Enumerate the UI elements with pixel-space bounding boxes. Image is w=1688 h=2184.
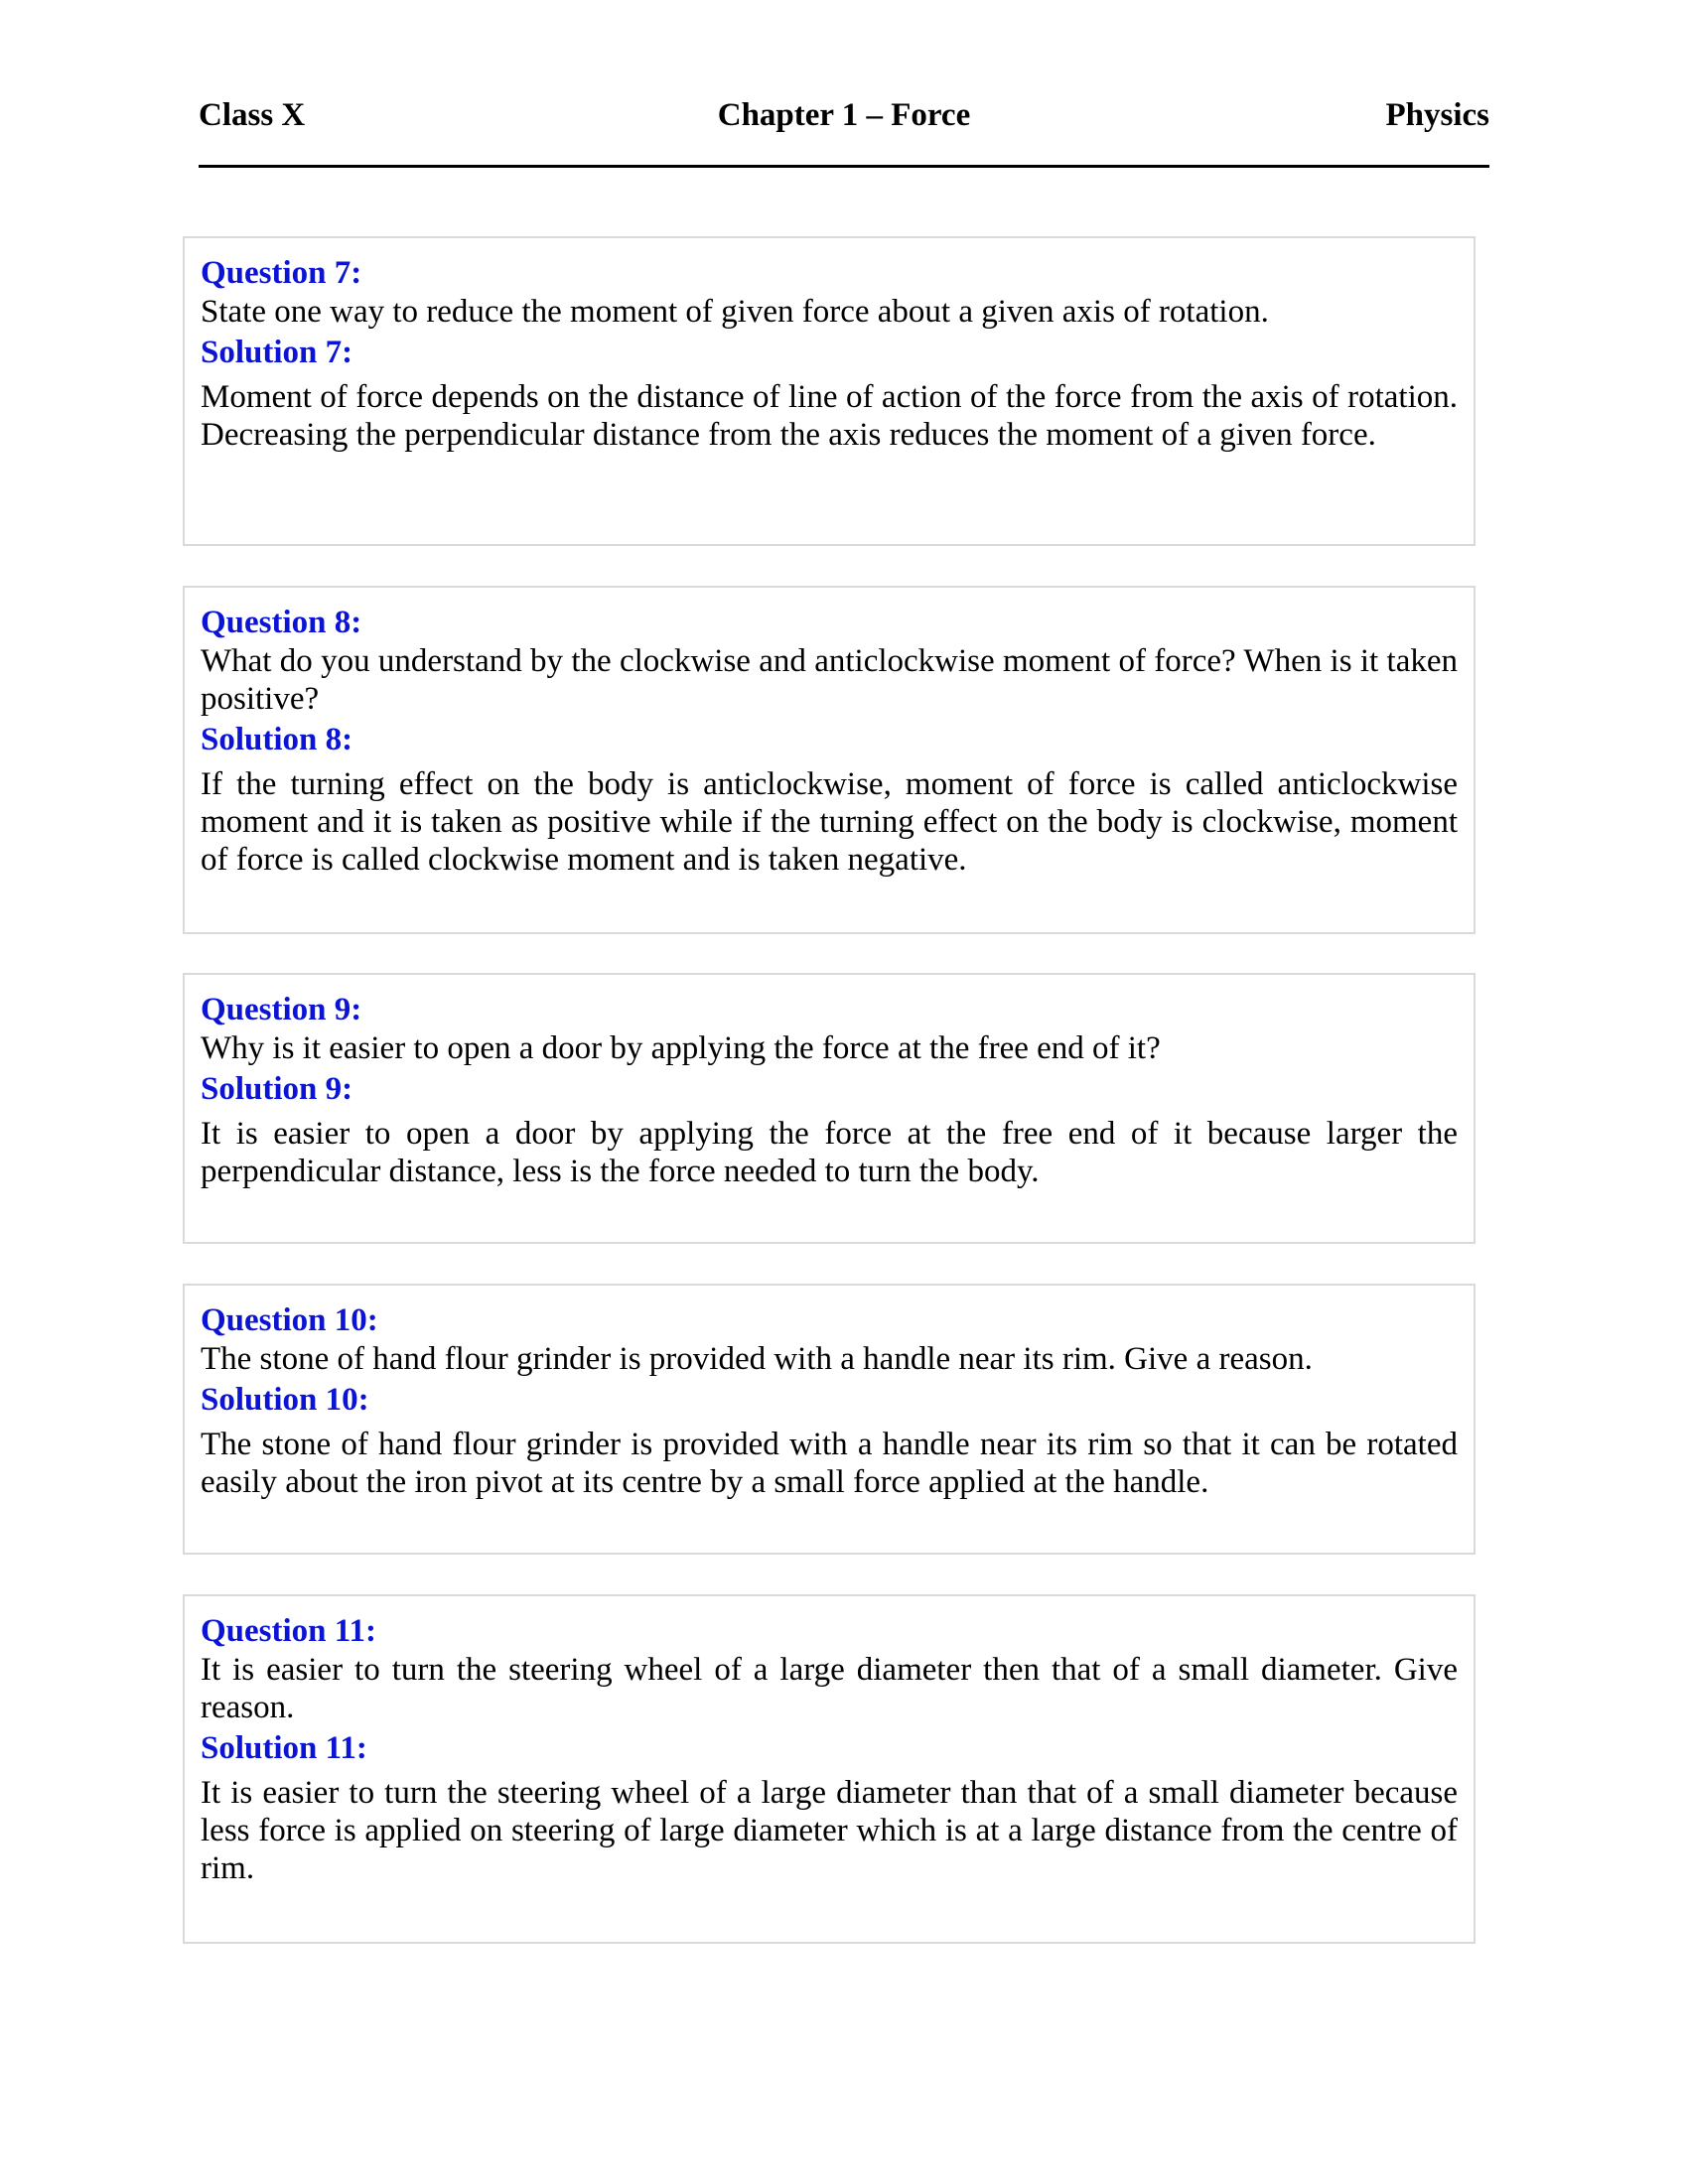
solution-text: The stone of hand flour grinder is provided with a handle near its rim so that it can be rotated easily about the iron pivot at its centre by a small force applied at the handle. (201, 1427, 1458, 1500)
qa-box-10 (183, 1284, 1476, 1555)
question-label: Question 10: (201, 1302, 378, 1338)
question-label: Question 9: (201, 992, 362, 1027)
solution-text: If the turning effect on the body is anticlockwise, moment of force is called anticlockwise moment and it is taken as positive while if the turning effect on the body is clockwise, moment of force is called clockwise moment and is taken negative. (201, 766, 1458, 878)
header-class: Class X (199, 97, 306, 133)
solution-text: It is easier to turn the steering wheel of a large diameter than that of a small diameter because less force is applied on steering of large diameter which is at a large distance from the centre of rim. (201, 1775, 1458, 1886)
question-label: Question 8: (201, 605, 362, 640)
question-label: Question 11: (201, 1613, 376, 1649)
question-text: It is easier to turn the steering wheel of a large diameter then that of a small diameter. Give reason. (201, 1652, 1458, 1725)
solution-label: Solution 8: (201, 722, 353, 757)
question-text: Why is it easier to open a door by applying the force at the free end of it? (201, 1030, 1161, 1066)
header-divider (199, 165, 1489, 168)
question-label: Question 7: (201, 255, 362, 291)
qa-box-8 (183, 586, 1476, 934)
page-header (199, 97, 1489, 141)
solution-label: Solution 7: (201, 335, 353, 370)
qa-box-11 (183, 1594, 1476, 1944)
solution-label: Solution 11: (201, 1730, 367, 1766)
header-chapter: Chapter 1 – Force (717, 97, 971, 133)
solution-label: Solution 10: (201, 1382, 369, 1418)
solution-text: Moment of force depends on the distance of line of action of the force from the axis of rotation. Decreasing the perpendicular distance from the axis reduces the moment of a given force. (201, 379, 1458, 453)
question-text: What do you understand by the clockwise and anticlockwise moment of force? When is it taken positive? (201, 643, 1458, 717)
solution-label: Solution 9: (201, 1071, 353, 1107)
question-text: State one way to reduce the moment of given force about a given axis of rotation. (201, 294, 1269, 330)
qa-box-9 (183, 973, 1476, 1244)
header-subject: Physics (1385, 97, 1489, 133)
qa-box-7 (183, 236, 1476, 546)
solution-text: It is easier to open a door by applying the force at the free end of it because larger the perpendicular distance, less is the force needed to turn the body. (201, 1116, 1458, 1189)
question-text: The stone of hand flour grinder is provided with a handle near its rim. Give a reason. (201, 1341, 1313, 1377)
